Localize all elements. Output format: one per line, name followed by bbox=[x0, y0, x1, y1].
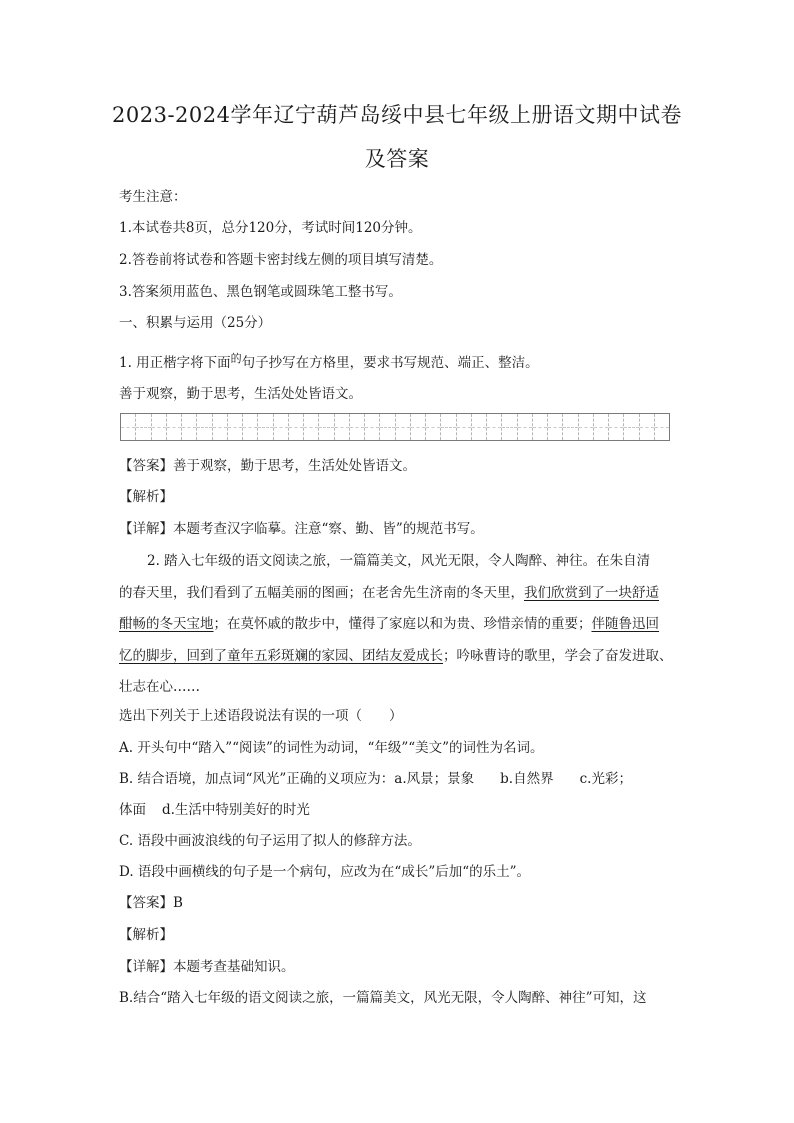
q2-paragraph-line-5: 壮志在心…… bbox=[119, 679, 200, 695]
writing-grid bbox=[120, 413, 670, 441]
q2-option-b-sense-b: b.自然界 bbox=[500, 771, 554, 787]
q2-option-b-text: B. 结合语境，加点词“风光”正确的义项应为：a.风景；景象 bbox=[119, 771, 475, 787]
grid-cell bbox=[640, 414, 655, 440]
q2-question: 选出下列关于上述语段说法有误的一项（ ） bbox=[119, 708, 403, 724]
q2-paragraph-line-3 bbox=[119, 614, 679, 634]
grid-cell bbox=[152, 414, 167, 440]
grid-cell bbox=[502, 414, 517, 440]
q2-l3-text: ；在莫怀戚的散步中，懂得了家庭以和为贵、珍惜亲情的重要； bbox=[213, 616, 592, 632]
section-heading-1: 一、积累与运用（25分） bbox=[119, 315, 272, 331]
grid-cell bbox=[518, 414, 533, 440]
grid-cell bbox=[289, 414, 304, 440]
q1-prompt bbox=[119, 349, 679, 373]
q2-explanation-line: B.结合“踏入七年级的语文阅读之旅，一篇篇美文，风光无限，令人陶醉、神往”可知，这 bbox=[119, 990, 647, 1006]
grid-cell bbox=[624, 414, 639, 440]
q2-wavy-sentence-start: 我们欣赏到了一块舒适 bbox=[524, 585, 659, 601]
q2-answer: 【答案】B bbox=[119, 895, 183, 911]
grid-cell bbox=[136, 414, 151, 440]
q2-option-c: C. 语段中画波浪线的句子运用了拟人的修辞方法。 bbox=[119, 833, 421, 849]
q1-prompt-part-b: 句子抄写在方格里，要求书写规范、端正、整洁。 bbox=[241, 355, 539, 371]
q2-underline-sentence-start: 伴随鲁迅回 bbox=[591, 616, 659, 632]
grid-cell bbox=[274, 414, 289, 440]
grid-cell bbox=[182, 414, 197, 440]
grid-cell bbox=[533, 414, 548, 440]
grid-cell bbox=[380, 414, 395, 440]
notice-item-1: 1.本试卷共8页，总分120分，考试时间120分钟。 bbox=[119, 220, 422, 236]
q1-analysis-label: 【解析】 bbox=[119, 489, 173, 505]
grid-cell bbox=[121, 414, 136, 440]
q1-prompt-part-a: 1. 用正楷字将下面 bbox=[119, 355, 231, 371]
grid-cell bbox=[304, 414, 319, 440]
grid-cell bbox=[472, 414, 487, 440]
q2-analysis-label: 【解析】 bbox=[119, 927, 173, 943]
q1-answer: 【答案】善于观察，勤于思考，生活处处皆语文。 bbox=[119, 458, 416, 474]
q2-option-d: D. 语段中画横线的句子是一个病句，应改为在“成长”后加“的乐土”。 bbox=[119, 864, 531, 880]
grid-cell bbox=[548, 414, 563, 440]
grid-cell bbox=[609, 414, 624, 440]
q2-detail: 【详解】本题考查基础知识。 bbox=[119, 959, 295, 975]
doc-title-line-1: 2023-2024学年辽宁葫芦岛绥中县七年级上册语文期中试卷 bbox=[112, 103, 682, 127]
q2-option-b-sense-d: d.生活中特别美好的时光 bbox=[162, 802, 310, 818]
grid-cell bbox=[197, 414, 212, 440]
grid-cell bbox=[441, 414, 456, 440]
grid-cell bbox=[411, 414, 426, 440]
q2-option-a: A. 开头句中“踏入”“阅读”的词性为动词，“年级”“美文”的词性为名词。 bbox=[119, 740, 544, 756]
q1-sentence: 善于观察，勤于思考，生活处处皆语文。 bbox=[119, 386, 362, 402]
q2-option-b-line-1 bbox=[119, 769, 679, 789]
notice-heading: 考生注意： bbox=[119, 189, 187, 205]
q1-prompt-sup: 的 bbox=[230, 352, 242, 365]
grid-cell bbox=[335, 414, 350, 440]
q2-option-b-sense-c: c.光彩； bbox=[579, 771, 632, 787]
q2-wavy-sentence-end: 酣畅的冬天宝地 bbox=[119, 616, 214, 632]
grid-cell bbox=[243, 414, 258, 440]
grid-cell bbox=[396, 414, 411, 440]
grid-cell bbox=[594, 414, 609, 440]
grid-cell bbox=[579, 414, 594, 440]
q2-l2-text: 的春天里，我们看到了五幅美丽的图画；在老舍先生济南的冬天里， bbox=[119, 585, 524, 601]
grid-cell bbox=[563, 414, 578, 440]
grid-cell bbox=[213, 414, 228, 440]
doc-title-line-2: 及答案 bbox=[364, 147, 430, 171]
q2-underline-sentence-end: 忆的脚步，回到了童年五彩斑斓的家园、团结友爱成长 bbox=[119, 648, 443, 664]
grid-cell bbox=[228, 414, 243, 440]
q2-paragraph-line-4 bbox=[119, 646, 679, 666]
grid-cell bbox=[487, 414, 502, 440]
q1-detail: 【详解】本题考查汉字临摹。注意“察、勤、皆”的规范书写。 bbox=[119, 521, 484, 537]
q2-option-b-line-2 bbox=[119, 800, 679, 820]
grid-cell bbox=[426, 414, 441, 440]
grid-cell bbox=[365, 414, 380, 440]
grid-cell bbox=[167, 414, 182, 440]
q2-option-b-cont: 体面 bbox=[119, 802, 146, 818]
grid-cell bbox=[350, 414, 365, 440]
q2-paragraph-line-2 bbox=[119, 583, 679, 603]
q2-paragraph-line-1: 2. 踏入七年级的语文阅读之旅，一篇篇美文，风光无限，令人陶醉、神往。在朱自清 bbox=[147, 553, 651, 569]
q2-l4-text: ；吟咏曹诗的歌里，学会了奋发进取、 bbox=[443, 648, 673, 664]
grid-cell bbox=[258, 414, 273, 440]
notice-item-2: 2.答卷前将试卷和答题卡密封线左侧的项目填写清楚。 bbox=[119, 252, 443, 268]
grid-cell bbox=[457, 414, 472, 440]
grid-cell bbox=[655, 414, 669, 440]
grid-cell bbox=[319, 414, 334, 440]
notice-item-3: 3.答案须用蓝色、黑色钢笔或圆珠笔工整书写。 bbox=[119, 284, 402, 300]
